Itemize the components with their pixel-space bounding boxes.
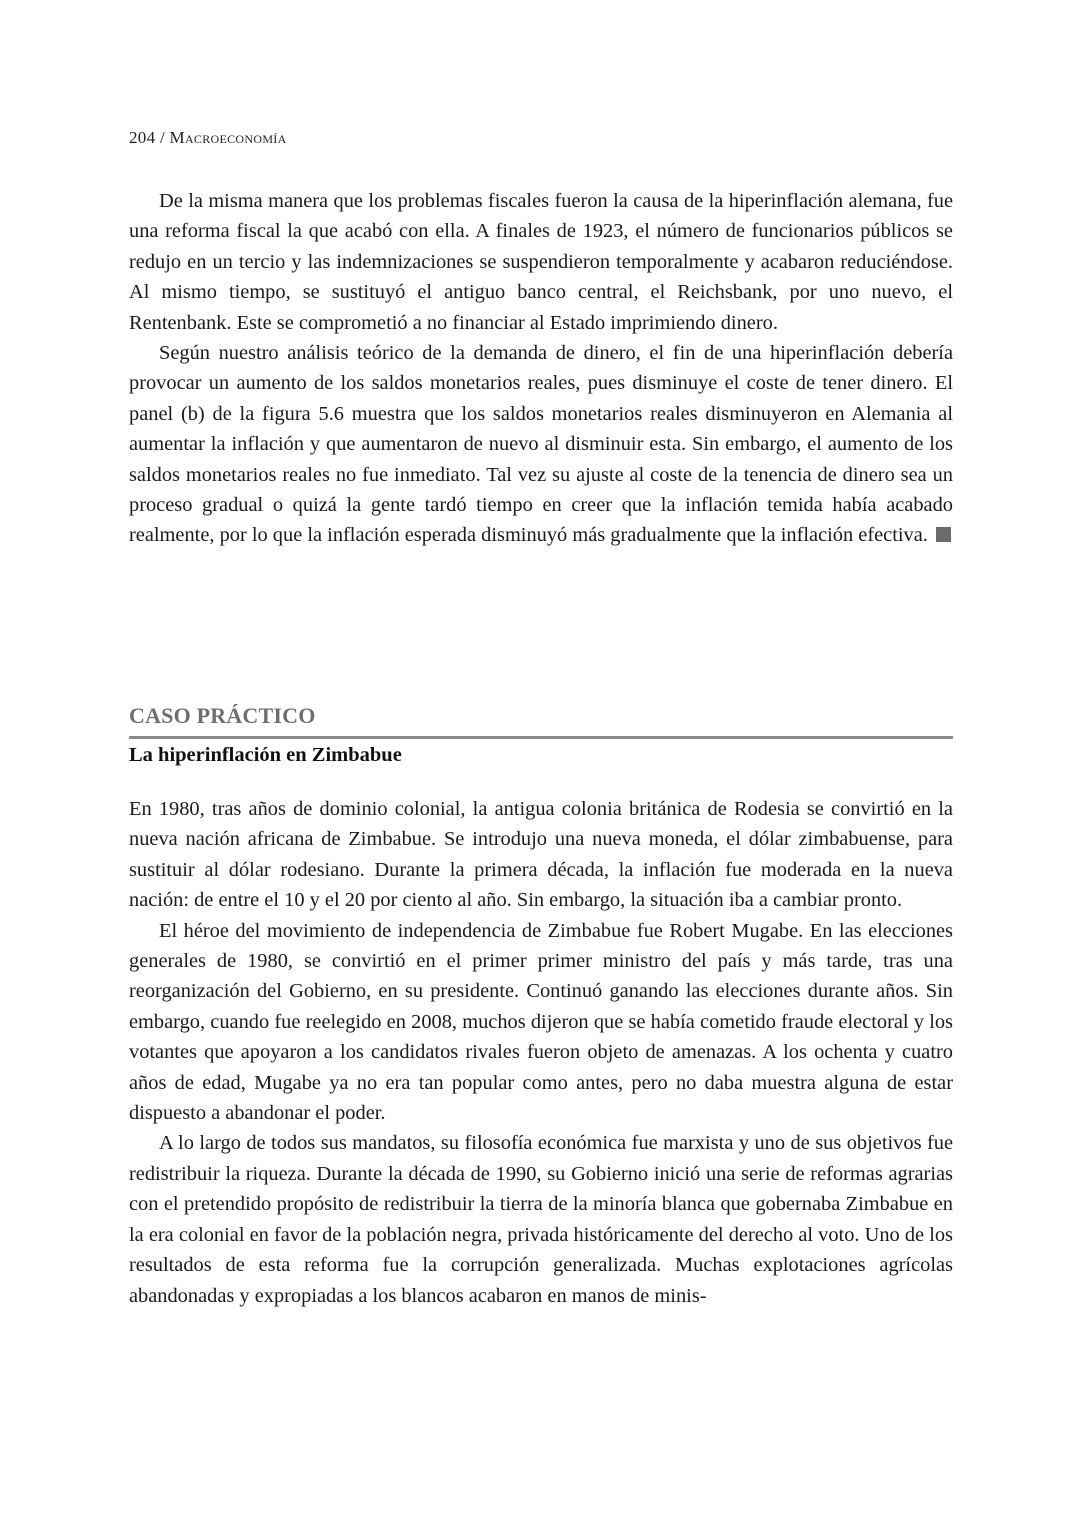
header-separator: / <box>155 128 170 147</box>
end-of-section-square-icon <box>936 527 951 542</box>
paragraph: De la misma manera que los problemas fiscales fueron la causa de la hiperinflación alemana, fue una reforma fiscal la que acabó con ella. A finales de 1923, el número de funcionarios públicos se redujo en un tercio y las indemnizaciones se suspendieron temporalmente y acabaron reduciéndose. Al mismo tiempo, se sustituyó el antiguo banco central, el Reichsbank, por uno nuevo, el Rentenbank. Este se comprometió a no financiar al Estado imprimiendo dinero. <box>129 190 953 334</box>
case-study-label: CASO PRÁCTICO <box>129 703 316 728</box>
paragraph-text: Según nuestro análisis teórico de la demanda de dinero, el fin de una hiperinflación debería provocar un aumento de los saldos monetarios reales, pues disminuye el coste de tener dinero. El panel (b) de la figura 5.6 muestra que los saldos monetarios reales disminuyeron en Alemania al aumentar la inflación y que aumentaron de nuevo al disminuir esta. Sin embargo, el aumento de los saldos monetarios reales no fue inmediato. Tal vez su ajuste al coste de la tenencia de dinero sea un proceso gradual o quizá la gente tardó tiempo en creer que la inflación temida había acabado realmente, por lo que la inflación esperada disminuyó más gradualmente que la inflación efectiva. <box>129 342 953 547</box>
running-head <box>129 128 287 148</box>
paragraph <box>129 338 953 551</box>
paragraph: En 1980, tras años de dominio colonial, la antigua colonia británica de Rodesia se convirtió en la nueva nación africana de Zimbabue. Se introdujo una nueva moneda, el dólar zimbabuense, para sustituir al dólar rodesiano. Durante la primera década, la inflación fue moderada en la nueva nación: de entre el 10 y el 20 por ciento al año. Sin embargo, la situación iba a cambiar pronto. <box>129 798 953 912</box>
page-number: 204 <box>129 128 156 147</box>
case-study-divider <box>129 736 953 739</box>
paragraph: El héroe del movimiento de independencia de Zimbabue fue Robert Mugabe. En las elecciones generales de 1980, se convirtió en el primer primer ministro del país y más tarde, tras una reorganización del Gobierno, en su presidente. Continuó ganando las elecciones durante años. Sin embargo, cuando fue reelegido en 2008, muchos dijeron que se había cometido fraude electoral y los votantes que apoyaron a los candidatos rivales fueron objeto de amenazas. A los ochenta y cuatro años de edad, Mugabe ya no era tan popular como antes, pero no daba muestra alguna de estar dispuesto a abandonar el poder. <box>129 919 953 1125</box>
case-study-body <box>129 794 953 1311</box>
book-title: Macroeconomía <box>169 128 287 147</box>
intro-section <box>129 186 953 551</box>
case-study-title: La hiperinflación en Zimbabue <box>129 744 402 766</box>
paragraph: A lo largo de todos sus mandatos, su filosofía económica fue marxista y uno de sus objetivos fue redistribuir la riqueza. Durante la década de 1990, su Gobierno inició una serie de reformas agrarias con el pretendido propósito de redistribuir la tierra de la minoría blanca que gobernaba Zimbabue en la era colonial en favor de la población negra, privada históricamente del derecho al voto. Uno de los resultados de esta reforma fue la corrupción generalizada. Muchas explotaciones agrícolas abandonadas y expropiadas a los blancos acabaron en manos de minis- <box>129 1132 953 1307</box>
